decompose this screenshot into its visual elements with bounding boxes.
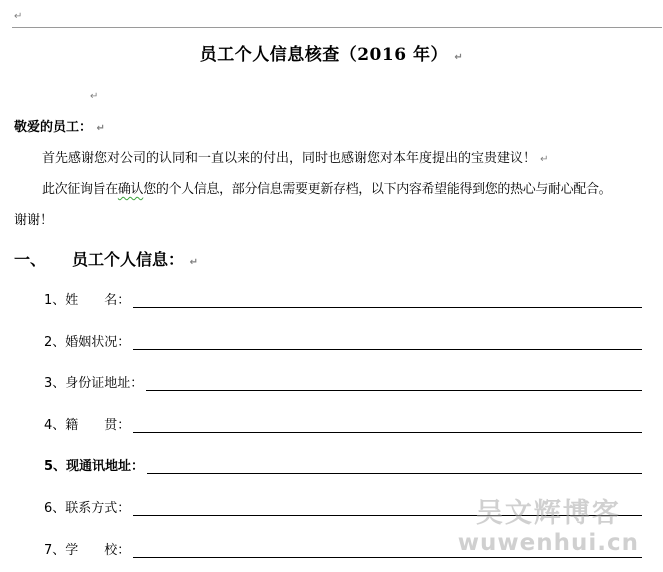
watermark-url: wuwenhui.cn (457, 530, 639, 556)
fill-in-line[interactable] (133, 418, 642, 433)
paragraph-mark: ↵ (14, 11, 23, 22)
paragraph-mark: ↵ (454, 52, 464, 63)
field-label: 1、姓 名： (44, 293, 131, 308)
paragraph-mark: ↵ (96, 123, 105, 134)
field-label: 7、学 校： (44, 543, 131, 558)
paragraph-mark: ↵ (189, 257, 198, 268)
watermark-title: 吴文辉博客 (475, 498, 621, 529)
field-label: 4、籍 贯： (44, 418, 131, 433)
fill-in-line[interactable] (133, 501, 642, 516)
paragraph-mark: ↵ (540, 154, 549, 165)
paragraph-purpose-start: 此次征询旨在 (42, 182, 118, 197)
section-title: 员工个人信息： (72, 250, 185, 269)
field-label: 2、婚姻状况： (44, 335, 131, 350)
paragraph-purpose (42, 182, 611, 198)
fill-in-line[interactable] (133, 293, 642, 308)
fill-in-line[interactable] (133, 543, 642, 558)
paragraph-thanks-text: 首先感谢您对公司的认同和一直以来的付出，同时也感谢您对本年度提出的宝贵建议！ (42, 151, 537, 166)
fill-in-line[interactable] (147, 459, 642, 474)
greeting-text: 敬爱的员工： (14, 120, 93, 135)
form-field-contact[interactable] (44, 498, 642, 516)
paragraph-mark: ↵ (90, 91, 99, 102)
title-text: 员工个人信息核查（2016 年） (199, 45, 448, 65)
paragraph-purpose-end: 您的个人信息，部分信息需要更新存档，以下内容希望能得到您的热心与耐心配合。 (143, 182, 612, 197)
form-field-native-place[interactable] (44, 415, 642, 433)
fill-in-line[interactable] (146, 376, 642, 391)
section-heading (14, 247, 198, 270)
field-label: 6、联系方式： (44, 501, 131, 516)
paragraph-thanks (42, 151, 549, 168)
header-divider (12, 27, 662, 28)
document-title (0, 40, 663, 65)
form-field-name[interactable] (44, 290, 642, 308)
grammar-squiggle-word: 确认 (117, 182, 144, 197)
paragraph-closing-text: 谢谢！ (14, 213, 54, 228)
greeting-line (14, 120, 105, 137)
field-label: 3、身份证地址： (44, 376, 144, 391)
field-label: 5、现通讯地址： (44, 459, 145, 474)
form-field-id-address[interactable] (44, 373, 642, 391)
section-number: 一、 (14, 250, 47, 269)
fill-in-line[interactable] (133, 335, 642, 350)
paragraph-closing (14, 213, 53, 229)
form-field-school[interactable] (44, 540, 642, 558)
form-field-current-address[interactable] (44, 456, 642, 474)
form-field-marital-status[interactable] (44, 332, 642, 350)
